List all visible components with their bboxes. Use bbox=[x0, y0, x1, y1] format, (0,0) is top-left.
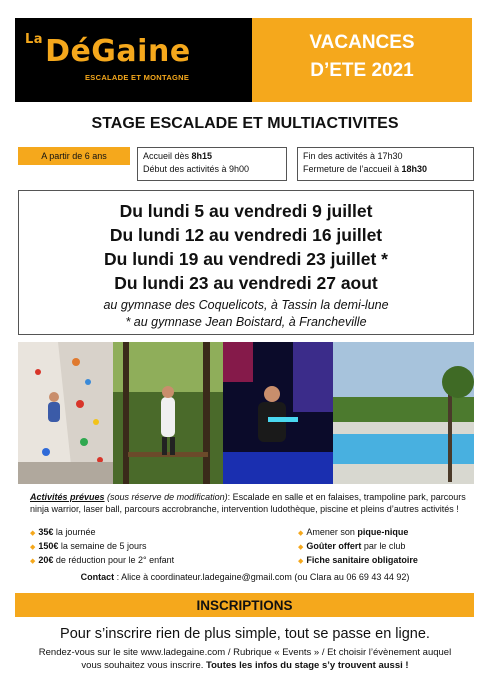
logo bbox=[15, 18, 252, 102]
date-line: Du lundi 23 au vendredi 27 aout bbox=[114, 273, 378, 293]
logo-wordmark bbox=[25, 32, 191, 69]
fin-line-1: Fin des activités à 17h30 bbox=[303, 151, 403, 161]
bullet-icon: ◆ bbox=[298, 530, 304, 537]
bullet-icon: ◆ bbox=[30, 530, 36, 537]
banner-line-1: VACANCES bbox=[309, 32, 415, 53]
contact-line: Contact : Alice à coordinateur.ladegaine@gmail.com (ou Clara au 06 69 43 44 92) bbox=[80, 572, 410, 582]
accueil-line-2: Début des activités à 9h00 bbox=[143, 164, 250, 174]
fin-line-2: Fermeture de l’accueil à 18h30 bbox=[303, 164, 428, 174]
logo-prefix: La bbox=[25, 32, 44, 47]
bullet-icon: ◆ bbox=[30, 544, 36, 551]
stage-title: STAGE ESCALADE ET MULTIACTIVITES bbox=[91, 115, 399, 132]
date-line: Du lundi 12 au vendredi 16 juillet bbox=[109, 225, 383, 245]
accueil-box bbox=[137, 147, 287, 181]
photo-climbing-wall bbox=[18, 342, 113, 484]
list-item: ◆ Goûter offert par le club bbox=[298, 541, 406, 551]
list-item: ◆ 150€ la semaine de 5 jours bbox=[30, 541, 147, 551]
list-item: ◆ 20€ de réduction pour le 2° enfant bbox=[30, 555, 175, 565]
bullet-icon: ◆ bbox=[298, 558, 304, 565]
date-line: Du lundi 5 au vendredi 9 juillet bbox=[119, 201, 373, 221]
dates-box bbox=[18, 190, 474, 335]
photo-accrobranche bbox=[113, 342, 223, 484]
date-line: Du lundi 19 au vendredi 23 juillet * bbox=[104, 249, 388, 269]
vacation-banner bbox=[252, 18, 472, 102]
activities-text: Activités prévues (sous réserve de modification): Escalade en salle et en falaises, trampoline park, parcours ninja warrior, laser ball, parcours accrobranche, intervention ludothèque, piscine et pleins d’autres activités ! bbox=[30, 492, 466, 514]
banner-line-2: D’ETE 2021 bbox=[310, 60, 414, 81]
logo-name: DéGaine bbox=[45, 34, 191, 69]
price-list bbox=[30, 526, 250, 568]
bring-list bbox=[298, 526, 473, 568]
photo-laser-ball bbox=[223, 342, 333, 484]
logo-tagline: ESCALADE ET MONTAGNE bbox=[85, 73, 190, 82]
accueil-line-1: Accueil dès 8h15 bbox=[143, 151, 213, 161]
bullet-icon: ◆ bbox=[30, 558, 36, 565]
location-line: * au gymnase Jean Boistard, à Francheville bbox=[125, 315, 367, 329]
list-item: ◆ Amener son pique-nique bbox=[298, 527, 409, 537]
photo-swimming-pool bbox=[333, 342, 474, 484]
inscriptions-main: Pour s’inscrire rien de plus simple, tout se passe en ligne. bbox=[60, 626, 430, 642]
inscriptions-sub: Rendez-vous sur le site www.ladegaine.com / Rubrique « Events » / Et choisir l’évènement auquel vous souhaitez vous inscrire. Toutes les infos du stage s’y trouvent aussi ! bbox=[38, 647, 452, 671]
fin-box bbox=[297, 147, 474, 181]
age-badge: A partir de 6 ans bbox=[18, 147, 130, 165]
bullet-icon: ◆ bbox=[298, 544, 304, 551]
inscriptions-title: INSCRIPTIONS bbox=[15, 593, 474, 617]
location-line: au gymnase des Coquelicots, à Tassin la demi-lune bbox=[103, 298, 389, 312]
list-item: ◆ Fiche sanitaire obligatoire bbox=[298, 555, 418, 565]
list-item: ◆ 35€ la journée bbox=[30, 527, 96, 537]
